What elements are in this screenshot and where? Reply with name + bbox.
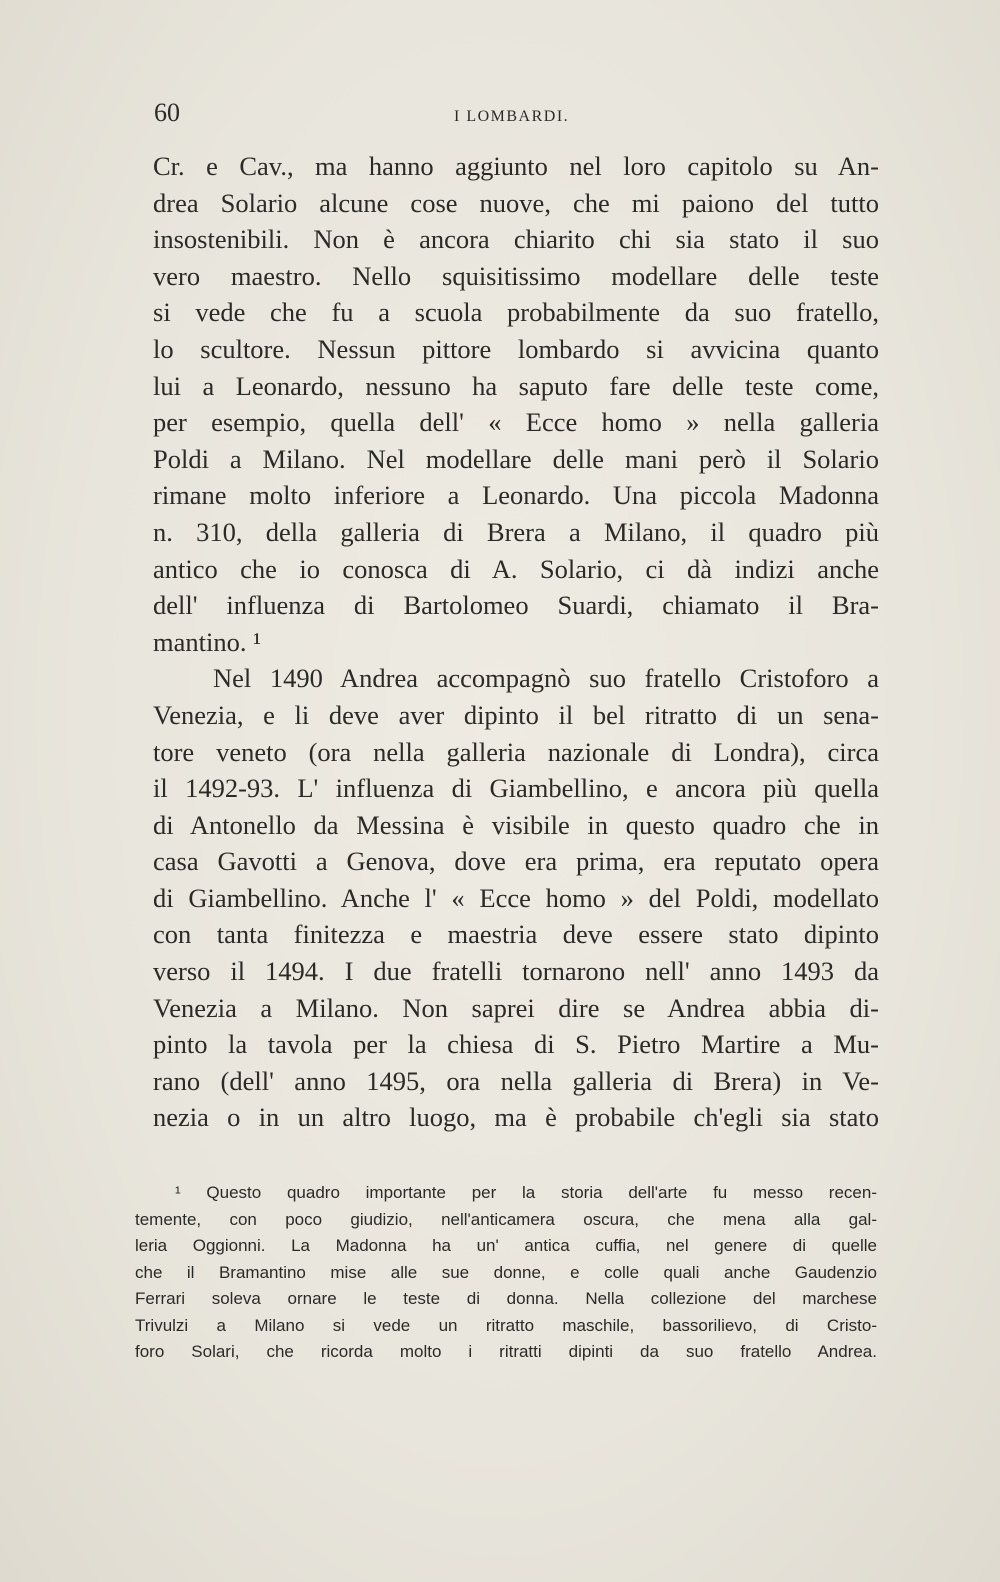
text-line: per esempio, quella dell' « Ecce homo » nella galleria: [153, 407, 879, 438]
text-line: di Antonello da Messina è visibile in questo quadro che in: [153, 809, 879, 840]
page-header: [154, 98, 874, 138]
text-line: vero maestro. Nello squisitissimo modellare delle teste: [153, 260, 879, 291]
footnotes: [135, 1180, 877, 1366]
footnote-line: Ferrari soleva ornare le teste di donna. Nella collezione del marchese: [135, 1289, 877, 1308]
text-line: lo scultore. Nessun pittore lombardo si avvicina quanto: [153, 333, 879, 364]
text-line: verso il 1494. I due fratelli tornarono nell' anno 1493 da: [153, 956, 879, 987]
page-number: 60: [154, 98, 180, 127]
text-line: dell' influenza di Bartolomeo Suardi, chiamato il Bra-: [153, 590, 879, 621]
text-line: Nel 1490 Andrea accompagnò suo fratello Cristoforo a: [213, 663, 879, 694]
text-line: n. 310, della galleria di Brera a Milano, il quadro più: [153, 516, 879, 547]
footnote-line: foro Solari, che ricorda molto i ritratti dipinti da suo fratello Andrea.: [135, 1342, 877, 1361]
text-line: rano (dell' anno 1495, ora nella galleria di Brera) in Ve-: [153, 1065, 879, 1096]
text-line: Cr. e Cav., ma hanno aggiunto nel loro capitolo su An-: [153, 151, 879, 181]
text-line: rimane molto inferiore a Leonardo. Una piccola Madonna: [153, 480, 879, 511]
text-line: di Giambellino. Anche l' « Ecce homo » del Poldi, modellato: [153, 882, 879, 913]
text-line: lui a Leonardo, nessuno ha saputo fare delle teste come,: [153, 370, 879, 401]
footnote-line: Trivulzi a Milano si vede un ritratto maschile, bassorilievo, di Cristo-: [135, 1315, 877, 1335]
text-line: con tanta finitezza e maestria deve essere stato dipinto: [153, 919, 879, 950]
text-line: Poldi a Milano. Nel modellare delle mani però il Solario: [153, 443, 879, 474]
text-line: insostenibili. Non è ancora chiarito chi sia stato il suo: [153, 224, 879, 255]
text-line: Venezia a Milano. Non saprei dire se Andrea abbia di-: [153, 992, 879, 1023]
text-line: drea Solario alcune cose nuove, che mi paiono del tutto: [153, 187, 879, 218]
text-line: il 1492-93. L' influenza di Giambellino, e ancora più quella: [153, 773, 879, 804]
text-line: Venezia, e li deve aver dipinto il bel ritratto di un sena-: [153, 699, 879, 730]
body-text: [153, 148, 879, 1136]
running-title: I LOMBARDI.: [454, 108, 570, 125]
text-line: tore veneto (ora nella galleria nazionale di Londra), circa: [153, 736, 879, 767]
footnote-line: che il Bramantino mise alle sue donne, e colle quali anche Gaudenzio: [135, 1262, 877, 1282]
text-line: si vede che fu a scuola probabilmente da suo fratello,: [153, 297, 879, 328]
text-line: pinto la tavola per la chiesa di S. Pietro Martire a Mu-: [153, 1029, 879, 1060]
text-line: nezia o in un altro luogo, ma è probabile ch'egli sia stato: [153, 1102, 879, 1133]
text-line: antico che io conosca di A. Solario, ci dà indizi anche: [153, 553, 879, 584]
footnote-line: temente, con poco giudizio, nell'anticamera oscura, che mena alla gal-: [135, 1209, 877, 1229]
footnote-line: ¹ Questo quadro importante per la storia dell'arte fu messo recen-: [175, 1183, 877, 1202]
text-line: casa Gavotti a Genova, dove era prima, era reputato opera: [153, 846, 879, 877]
text-line: mantino. ¹: [153, 626, 262, 657]
footnote-line: leria Oggionni. La Madonna ha un' antica cuffia, nel genere di quelle: [135, 1236, 877, 1255]
